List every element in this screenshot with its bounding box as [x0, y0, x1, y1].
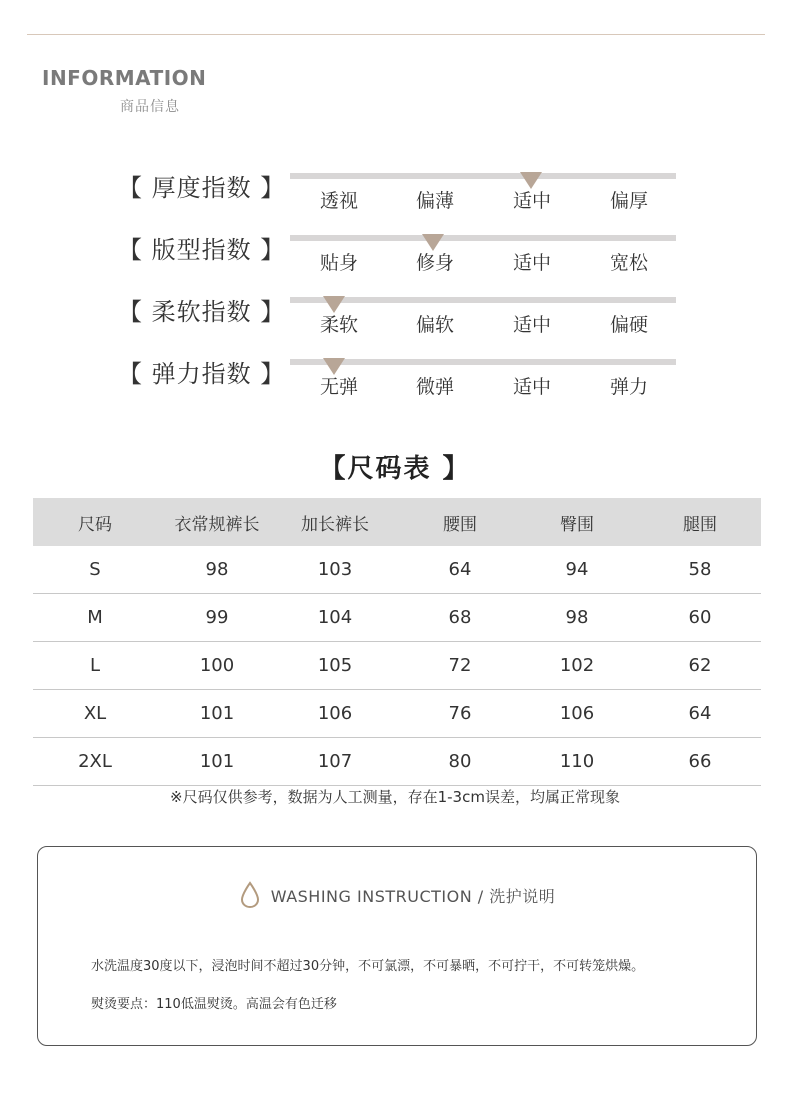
index-option: 贴身 — [319, 252, 358, 274]
column-header: 腰围 — [443, 514, 477, 535]
washing-text-line: 熨烫要点：110低温熨烫。高温会有色迁移 — [91, 997, 337, 1012]
table-cell: 66 — [688, 751, 712, 772]
table-cell: 64 — [688, 703, 712, 724]
table-cell: L — [89, 655, 101, 676]
table-cell: 68 — [448, 607, 472, 628]
index-track — [290, 173, 676, 179]
column-header: 臀围 — [560, 514, 594, 535]
table-cell: 100 — [199, 655, 235, 676]
index-option: 偏厚 — [609, 190, 648, 212]
table-cell: M — [87, 607, 103, 628]
table-row — [33, 642, 761, 690]
index-track — [290, 235, 676, 241]
index-option: 适中 — [512, 376, 551, 398]
table-cell: 107 — [317, 751, 353, 772]
table-cell: 103 — [317, 559, 353, 580]
table-cell: 2XL — [78, 751, 112, 772]
table-cell: 105 — [317, 655, 353, 676]
table-cell: 110 — [559, 751, 595, 772]
index-label: 【 柔软指数 】 — [118, 298, 286, 326]
index-option: 透视 — [319, 190, 358, 212]
water-drop-icon — [239, 881, 261, 909]
table-cell: 80 — [448, 751, 472, 772]
table-cell: 102 — [559, 655, 595, 676]
table-cell: 106 — [317, 703, 353, 724]
index-label: 【 版型指数 】 — [118, 236, 286, 264]
table-cell: 98 — [565, 607, 589, 628]
index-option: 适中 — [512, 252, 551, 274]
index-option: 弹力 — [609, 376, 648, 398]
index-option: 修身 — [415, 252, 454, 274]
table-cell: XL — [83, 703, 107, 724]
table-row — [33, 546, 761, 594]
index-option: 柔软 — [319, 314, 358, 336]
washing-box — [37, 846, 757, 1046]
table-cell: 101 — [199, 751, 235, 772]
table-cell: 64 — [448, 559, 472, 580]
column-header: 衣常规裤长 — [174, 514, 260, 535]
index-option: 偏硬 — [609, 314, 648, 336]
index-option: 偏薄 — [415, 190, 454, 212]
index-track — [290, 297, 676, 303]
section-title-en: INFORMATION — [42, 66, 207, 90]
size-chart-title: 【尺码表 】 — [319, 454, 471, 484]
size-note: ※尺码仅供参考，数据为人工测量，存在1-3cm误差，均属正常现象 — [170, 788, 620, 806]
index-option: 微弹 — [415, 376, 454, 398]
index-option: 适中 — [512, 314, 551, 336]
index-fit — [0, 230, 790, 292]
table-cell: 101 — [199, 703, 235, 724]
index-option: 偏软 — [415, 314, 454, 336]
table-cell: 76 — [448, 703, 472, 724]
table-cell: 94 — [565, 559, 589, 580]
index-label: 【 弹力指数 】 — [118, 360, 286, 388]
washing-text-line: 水洗温度30度以下，浸泡时间不超过30分钟，不可氯漂，不可暴晒，不可拧干，不可转笼烘燥。 — [91, 959, 645, 974]
table-row — [33, 690, 761, 738]
index-track — [290, 359, 676, 365]
column-header: 腿围 — [683, 514, 717, 535]
index-option: 宽松 — [609, 252, 648, 274]
table-cell: 60 — [688, 607, 712, 628]
table-cell: 98 — [205, 559, 229, 580]
table-cell: 104 — [317, 607, 353, 628]
index-thickness — [0, 168, 790, 230]
table-cell: 62 — [688, 655, 712, 676]
table-cell: 99 — [205, 607, 229, 628]
table-cell: 72 — [448, 655, 472, 676]
size-table — [33, 498, 761, 786]
top-divider — [27, 34, 765, 35]
table-header — [33, 498, 761, 546]
washing-title: WASHING INSTRUCTION / 洗护说明 — [270, 886, 556, 906]
index-option: 无弹 — [319, 376, 358, 398]
washing-header — [38, 881, 756, 909]
table-cell: 58 — [688, 559, 712, 580]
table-cell: 106 — [559, 703, 595, 724]
table-row — [33, 594, 761, 642]
table-cell: S — [89, 559, 101, 580]
column-header: 尺码 — [78, 514, 112, 535]
index-elasticity — [0, 354, 790, 416]
index-label: 【 厚度指数 】 — [118, 174, 286, 202]
table-row — [33, 738, 761, 786]
section-title-cn: 商品信息 — [120, 99, 180, 115]
index-softness — [0, 292, 790, 354]
index-option: 适中 — [512, 190, 551, 212]
column-header: 加长裤长 — [301, 514, 369, 535]
